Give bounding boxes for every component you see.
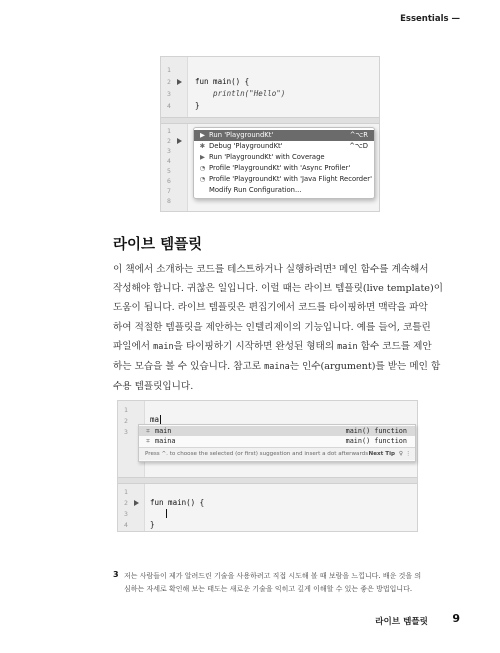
inline-code: main <box>337 341 358 352</box>
run-context-menu <box>193 127 375 199</box>
paragraph-line: 수용 템플릿입니다. <box>113 381 194 393</box>
line-number: 2 <box>167 78 171 86</box>
run-gutter-icon[interactable] <box>177 138 182 144</box>
running-header-label: Essentials — <box>400 14 460 24</box>
section-heading: 라이브 템플릿 <box>113 237 203 253</box>
template-icon: ⌗ <box>146 437 150 445</box>
menu-item-modify-run-config[interactable]: Modify Run Configuration... <box>209 186 302 194</box>
line-number: 2 <box>167 137 171 145</box>
text-caret <box>166 509 167 518</box>
line-number: 1 <box>124 406 128 414</box>
profiler-icon: ◔ <box>199 164 206 172</box>
menu-item-run-coverage[interactable]: ▶ Run 'PlaygroundKt' with Coverage <box>200 153 325 161</box>
code-line: fun main() { <box>150 498 205 507</box>
typed-text[interactable]: ma <box>150 415 160 424</box>
menu-item-debug[interactable]: ✱ Debug 'PlaygroundKt' ^⌥D <box>199 142 368 150</box>
next-tip-link[interactable]: Next Tip <box>368 451 395 457</box>
footnote-number: 3 <box>113 570 119 579</box>
tip-text: Press ^. to choose the selected (or first) suggestion and insert a dot afterwards <box>145 451 369 457</box>
footer-chapter-title: 라이브 템플릿 <box>375 617 428 627</box>
profiler-icon: ◔ <box>199 175 206 183</box>
inline-code: maina <box>264 362 290 373</box>
line-number: 6 <box>167 177 171 185</box>
footnote-text: 저는 사람들이 제가 알려드린 기술을 사용하려고 직접 시도해 볼 때 보람을 느낍니다. 배운 것을 의 심하는 자세로 확인해 보는 태도는 새로운 기술을 익히고 깊게 이해할 수 있는 좋은 방법입니다. <box>124 572 422 593</box>
paragraph-line: 도움이 됩니다. 라이브 템플릿은 편집기에서 코드를 타이핑하면 맥락을 파악 <box>113 302 428 314</box>
paragraph-line: 파일에서 main을 타이핑하기 시작하면 완성된 형태의 main 함수 코드를 제안 <box>113 340 432 352</box>
lightbulb-icon[interactable]: ♀ <box>398 451 403 457</box>
line-number: 4 <box>167 102 171 110</box>
page-number: 9 <box>452 612 460 625</box>
code-line: println("Hello") <box>195 89 286 98</box>
menu-item-run[interactable]: ▶ Run 'PlaygroundKt' ^⌥R <box>194 130 374 141</box>
line-number: 1 <box>167 66 171 74</box>
code-line: } <box>150 520 155 529</box>
code-line: fun main() { <box>195 77 250 86</box>
paragraph-line: 하여 적절한 템플릿을 제안하는 인텔리제이의 기능입니다. 예를 들어, 코틀린 <box>113 321 431 333</box>
screenshot-divider <box>118 477 417 484</box>
run-menu-screenshot <box>160 56 380 212</box>
line-number: 3 <box>167 90 171 98</box>
template-icon: ⌗ <box>146 427 150 435</box>
line-number: 2 <box>124 499 128 507</box>
line-number: 5 <box>167 167 171 175</box>
completion-item[interactable]: ⌗ maina main() function <box>139 436 415 446</box>
text-caret <box>160 415 161 424</box>
debug-bug-icon: ✱ <box>199 142 206 150</box>
screenshot-divider <box>161 117 379 124</box>
run-icon: ▶ <box>200 131 205 139</box>
paragraph-line: 이 책에서 소개하는 코드를 테스트하거나 실행하려면³ 메인 함수를 계속해서 <box>113 264 429 275</box>
coverage-icon: ▶ <box>200 153 205 161</box>
paragraph-line: 하는 모습을 볼 수 있습니다. 참고로 maina는 인수(argument)를 받는 메인 함 <box>113 361 441 373</box>
line-number: 4 <box>124 521 128 529</box>
completion-item[interactable]: ⌗ main main() function <box>139 426 415 436</box>
body-paragraph <box>113 260 443 396</box>
code-line: } <box>195 101 200 110</box>
line-number: 1 <box>124 488 128 496</box>
inline-code: main <box>153 341 174 352</box>
line-number: 3 <box>124 510 128 518</box>
line-number: 3 <box>167 147 171 155</box>
line-number: 1 <box>167 127 171 135</box>
completion-popup <box>138 424 416 462</box>
line-number: 2 <box>124 417 128 425</box>
completion-screenshot <box>117 400 418 532</box>
line-number: 7 <box>167 187 171 195</box>
menu-item-profile-jfr[interactable]: ◔ Profile 'PlaygroundKt' with 'Java Flight Recorder' <box>199 175 372 183</box>
line-number: 4 <box>167 157 171 165</box>
line-number: 3 <box>124 428 128 436</box>
line-number: 8 <box>167 197 171 205</box>
run-gutter-icon[interactable] <box>177 79 182 85</box>
menu-item-profile-async[interactable]: ◔ Profile 'PlaygroundKt' with 'Async Profiler' <box>199 164 351 172</box>
completion-tip-bar <box>139 447 415 460</box>
paragraph-line: 작성해야 합니다. 귀찮은 일입니다. 이럴 때는 라이브 템플릿(live template)이 <box>113 283 443 295</box>
more-options-icon[interactable]: ⋮ <box>405 451 411 457</box>
run-gutter-icon[interactable] <box>134 500 139 506</box>
